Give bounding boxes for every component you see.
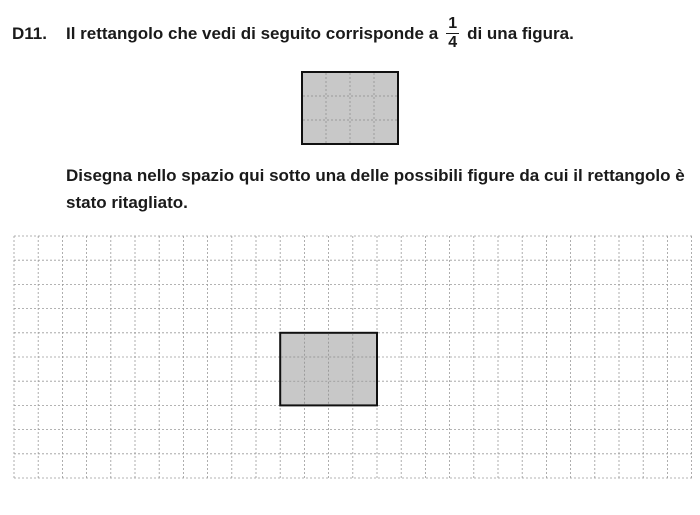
fraction-denominator: 4 bbox=[448, 34, 458, 51]
question-text-after: di una figura. bbox=[467, 24, 574, 43]
drawn-rectangle bbox=[280, 333, 377, 406]
question-number: D11. bbox=[12, 24, 47, 43]
reference-rectangle bbox=[302, 72, 398, 144]
fraction-numerator: 1 bbox=[448, 15, 458, 32]
question-text-before: Il rettangolo che vedi di seguito corrisponde a bbox=[66, 24, 439, 43]
instruction-text: Disegna nello spazio qui sotto una delle possibili figure da cui il rettangolo è stato ritagliato. bbox=[66, 166, 685, 212]
